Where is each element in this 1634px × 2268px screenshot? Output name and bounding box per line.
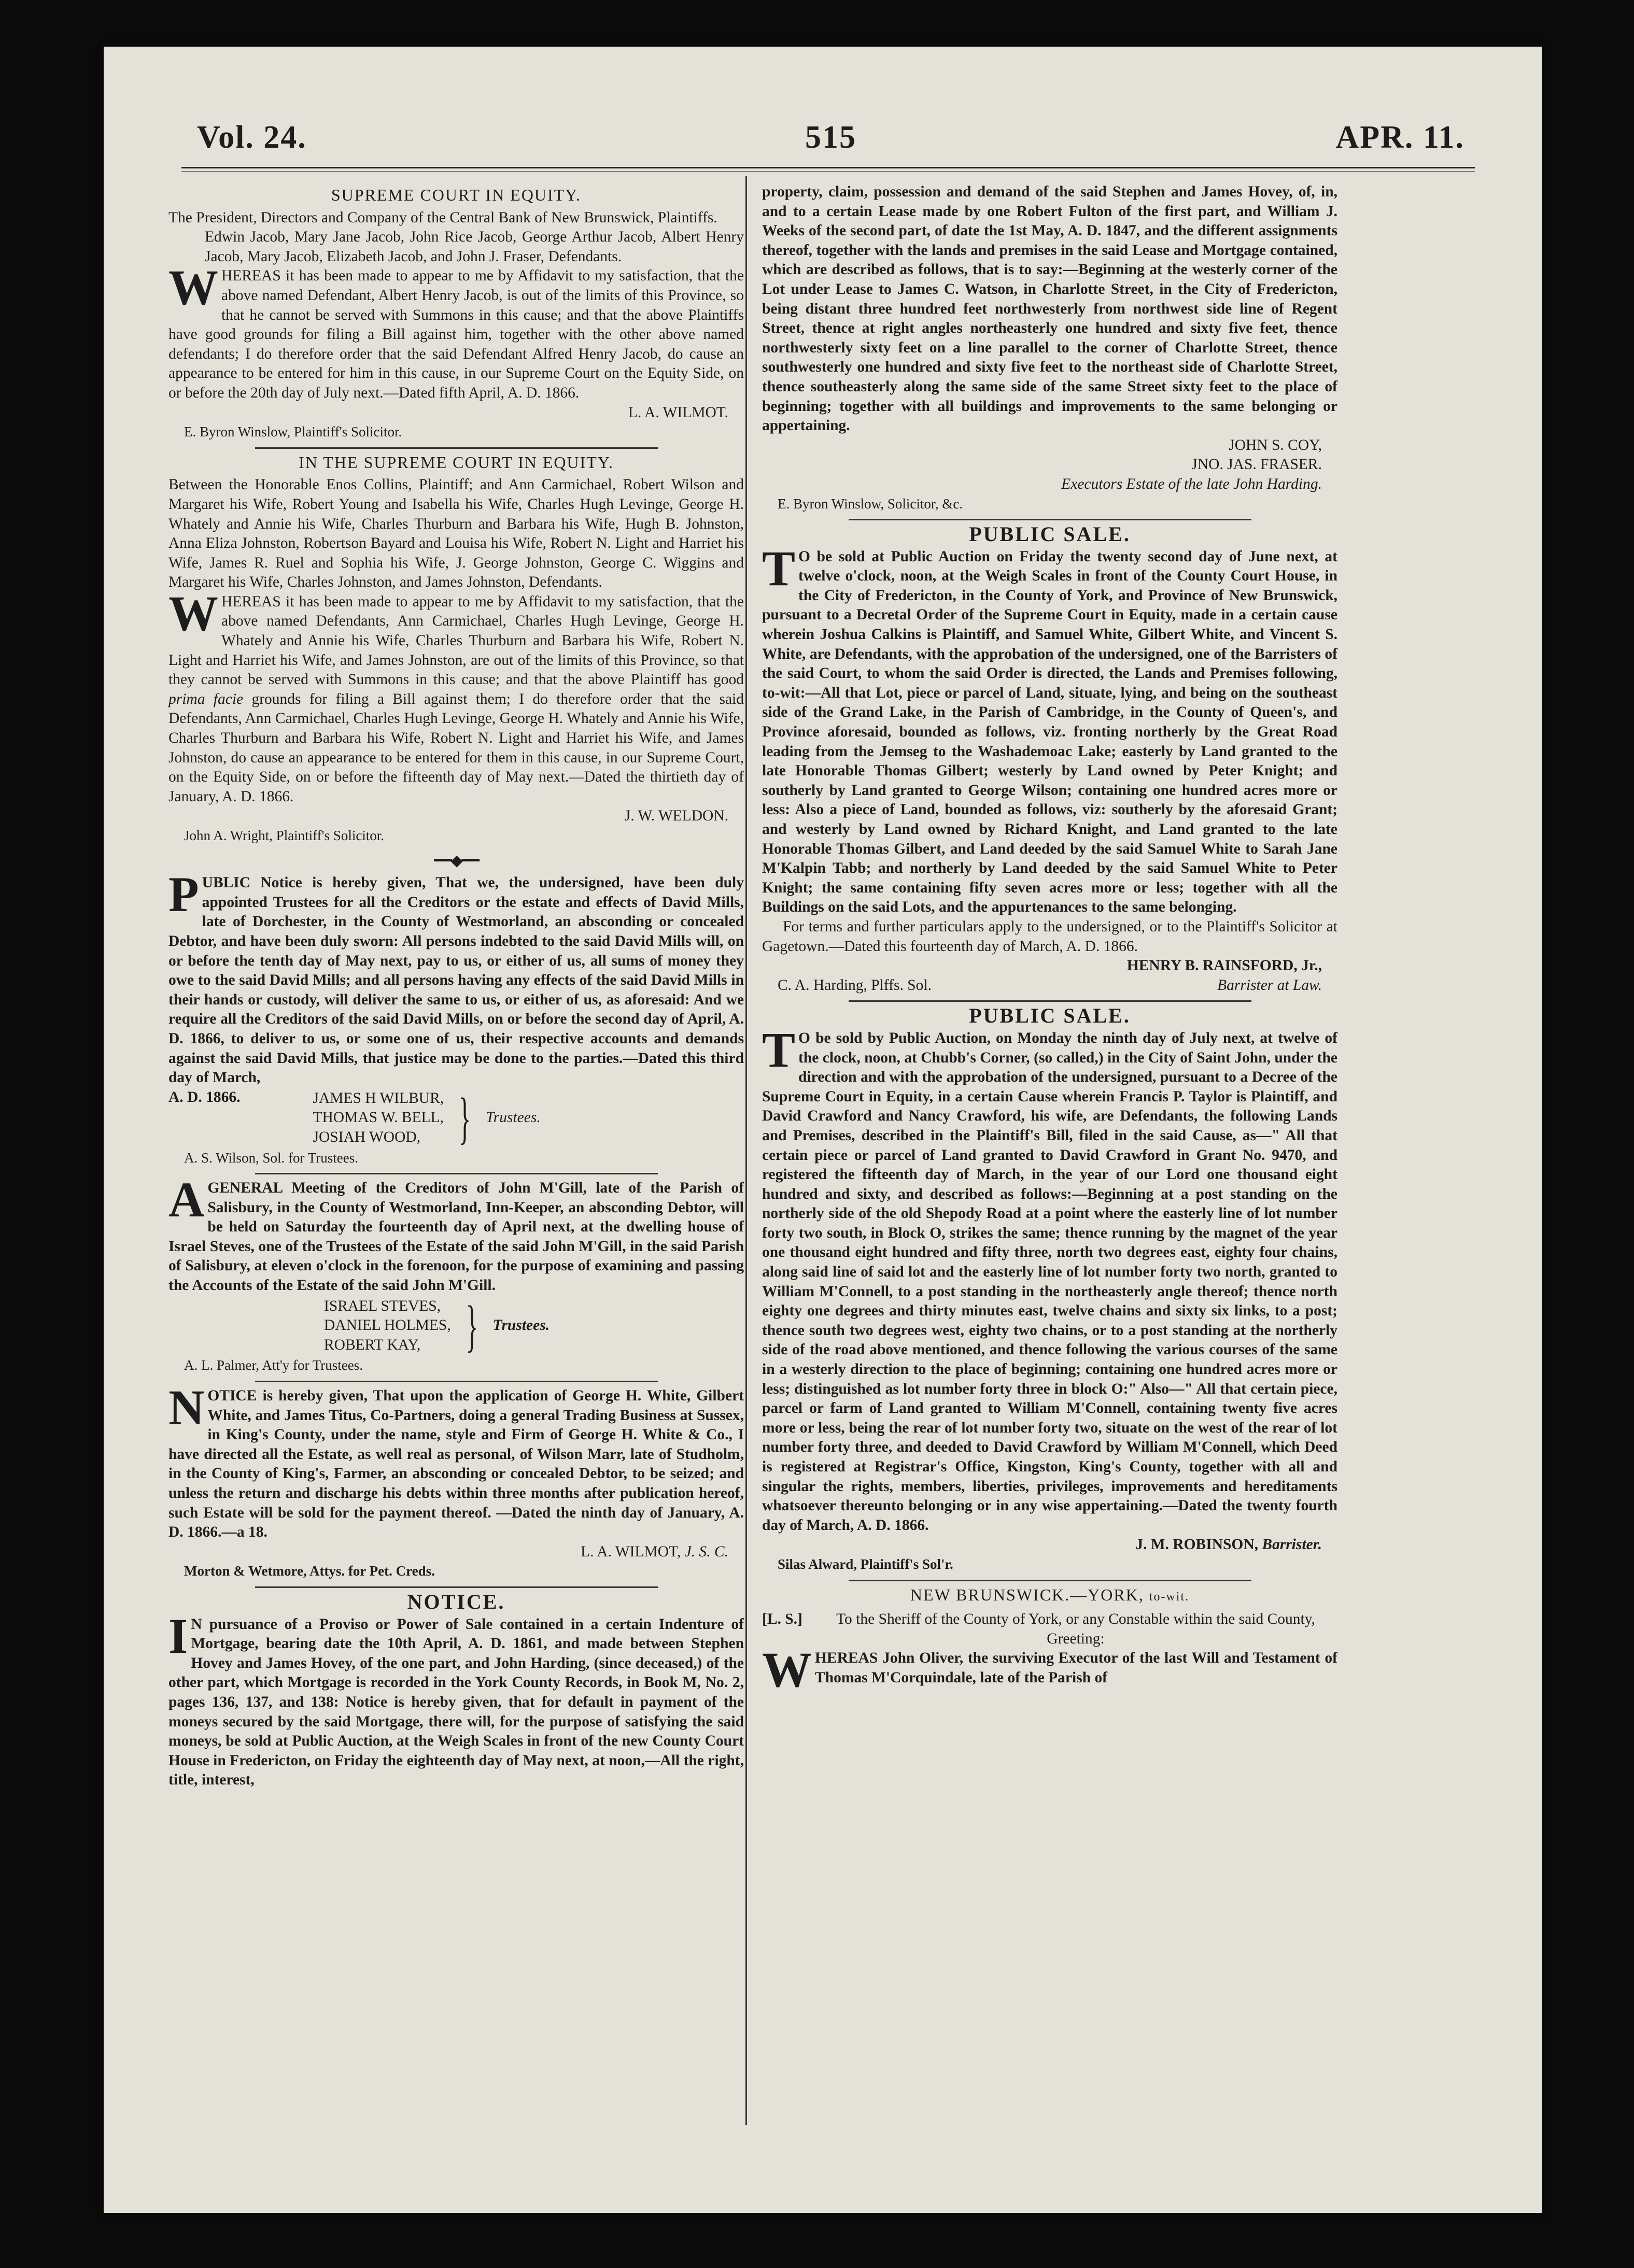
signer-title: Barrister at Law.	[1217, 976, 1322, 994]
notice-title: PUBLIC SALE.	[969, 522, 1131, 546]
trustees-label: Trustees.	[492, 1317, 550, 1334]
newspaper-page	[104, 47, 1542, 2213]
solicitor-row	[762, 976, 1337, 996]
trustee-name: JAMES H WILBUR,	[313, 1089, 444, 1107]
solicitor-line: Morton & Wetmore, Attys. for Pet. Creds.	[184, 1563, 435, 1579]
notice-title	[762, 1585, 1337, 1607]
notice-central-bank	[168, 186, 744, 442]
body-part-b: grounds for filing a Bill against them; I do therefore order that the said Defendants, Ann Carmichael, Charles Hugh Levinge, George H. Whately and Annie his Wife, Charles Thurburn and Barbara his Wife, Robert N. Light and Harriet his Wife, and James Johnston, do cause an appearance to be entered for them in this cause, in our Supreme Court, on the Equity Side, on or before the fifteenth day of May next.—Dated the thirtieth day of January, A. D. 1866.	[168, 690, 744, 805]
signer-title: Executors Estate of the late John Harding.	[1061, 475, 1322, 492]
signer-title: J. S. C.	[684, 1543, 728, 1560]
column-divider	[745, 176, 747, 2125]
notice-mortgage	[168, 1592, 744, 1790]
notice-body: WHEREAS it has been made to appear to me by Affidavit to my satisfaction, that the above named Defendant, Albert Henry Jacob, is out of the limits of this Province, so that he cannot be served with Summons in this cause; and that the above Plaintiffs have good grounds for filing a Bill against him, together with the other above named defendants; I do therefore order that the said Defendant Alfred Henry Jacob, do cause an appearance to be entered for him in this cause, in our Supreme Court on the Equity Side, on or before the 20th day of July next.—Dated fifth April, A. D. 1866.	[168, 260, 744, 401]
section-rule	[849, 519, 1251, 520]
issue-date: APR. 11.	[1335, 120, 1464, 155]
trustee-names	[313, 1089, 444, 1147]
trustee-name: DANIEL HOLMES,	[324, 1317, 451, 1334]
section-rule	[849, 1000, 1251, 1002]
section-rule	[255, 1173, 658, 1174]
notice-body: WHEREAS John Oliver, the surviving Executor of the last Will and Testament of Thomas M'Corquindale, late of the Parish of	[762, 1642, 1337, 1698]
writ-address	[762, 1610, 1337, 1649]
body-italic: prima facie	[168, 690, 244, 707]
notice-body: AGENERAL Meeting of the Creditors of John M'Gill, late of the Parish of Salisbury, in the County of Westmorland, Inn-Keeper, an absconding Debtor, will be held on Saturday the fourteenth day of April next, at the dwelling house of Israel Steves, one of the Trustees of the Estate of the said John M'Gill, in the said Parish of Salisbury, at eleven o'clock in the forenoon, for the purpose of examining and passing the Accounts of the Estate of the said John M'Gill.	[168, 1172, 744, 1294]
signature: L. A. WILMOT.	[628, 404, 728, 421]
notice-body	[168, 585, 744, 807]
trustee-name: THOMAS W. BELL,	[313, 1109, 444, 1126]
brace-icon: }	[466, 1294, 478, 1358]
notice-writ	[762, 1585, 1337, 1698]
notice-public-sale-2	[762, 1006, 1337, 1574]
page-header	[197, 119, 1464, 166]
writ-heading-small: to-wit.	[1149, 1590, 1190, 1604]
notice-title: IN THE SUPREME COURT IN EQUITY.	[299, 452, 614, 472]
notice-david-mills	[168, 867, 744, 1168]
notice-date: A. D. 1866.	[168, 1088, 241, 1105]
signature	[168, 1542, 744, 1562]
signer-name: L. A. WILMOT,	[581, 1543, 681, 1560]
notice-public-sale-1	[762, 522, 1337, 995]
signature: JNO. JAS. FRASER.	[1191, 456, 1322, 473]
signature	[762, 1535, 1337, 1555]
section-rule	[255, 1586, 658, 1588]
notice-john-mgill	[168, 1172, 744, 1376]
page-number: 515	[805, 120, 856, 155]
notice-body: PUBLIC Notice is hereby given, That we, the undersigned, have been duly appointed Trustees for all the Creditors or the estate and effects of David Mills, late of Dorchester, in the County of Westmorland, an absconding or concealed Debtor, and have been duly sworn: All persons indebted to the said David Mills will, on or before the tenth day of May next, pay to us, or either of us, all sums of money they owe to the said David Mills; and all persons having any effects of the said David Mills in their hands or custody, will deliver the same to us, or either of us, as aforesaid: And we require all the Creditors of the said David Mills, on or before the second day of April, A. D. 1866, to deliver to us, or some one of us, their respective accounts and demands against the said David Mills, that justice may be done to the parties.—Dated this third day of March,	[168, 867, 744, 1086]
body-part-a: WHEREAS it has been made to appear to me by Affidavit to my satisfaction, that the above named Defendants, Ann Carmichael, Charles Hugh Levinge, George H. Whately and Annie his Wife, Charles Thurburn and Barbara his Wife, Robert N. Light and Harriet his Wife, and James Johnston, are out of the limits of this Province, so that they cannot be served with Summons in this cause; and that the above Plaintiff has good	[168, 585, 744, 688]
solicitor-line: E. Byron Winslow, Solicitor, &c.	[778, 495, 963, 512]
solicitor-line: A. L. Palmer, Att'y for Trustees.	[184, 1357, 363, 1373]
case-caption: The President, Directors and Company of the Central Bank of New Brunswick, Plaintiffs.	[168, 209, 717, 226]
trustee-name: ISRAEL STEVES,	[324, 1297, 441, 1314]
section-rule	[849, 1580, 1251, 1581]
case-caption: Between the Honorable Enos Collins, Plaintiff; and Ann Carmichael, Robert Wilson and Margaret his Wife, Robert Young and Isabella his Wife, Charles Hugh Levinge, George H. Whately and Annie his Wife, Charles Thurburn and Barbara his Wife, Hugh B. Johnston, Anna Eliza Johnston, Robertson Bayard and Louisa his Wife, Robert N. Light and Harriet his Wife, James R. Ruel and Sophia his Wife, J. George Johnston, George C. Wiggins and Margaret his Wife, Charles Johnston, and James Johnston, Defendants.	[168, 476, 744, 591]
header-rule-thin	[181, 171, 1475, 172]
notice-enos-collins	[168, 453, 744, 846]
notice-body: TO be sold by Public Auction, on Monday the ninth day of July next, at twelve of the clock, noon, at Chubb's Corner, (so called,) in the City of Saint John, under the direction and with the approbation of the undersigned, pursuant to a Decree of the Supreme Court in Equity, in a certain Cause wherein Francis P. Taylor is Plaintiff, and David Crawford and Nancy Crawford, his wife, are Defendants, the following Lands and Premises, described in the Plaintiff's Bill, filed in the said Cause, as—" All that certain piece or parcel of Land granted to David Crawford in Grant No. 9470, and registered the fifteenth day of March, in the year of our Lord one thousand eight hundred and sixty, and described as follows:—Beginning at a post standing on the northerly side of the old Shepody Road at a point where the easterly line of lot number forty two south, in Block O, strikes the same; thence running by the magnet of the year one thousand eight hundred and fifty three, north two degrees east, eighty four chains, along said line of said lot and the easterly line of lot number forty two north, granted to William M'Connell, to a post standing in the northeasterly angle thereof; thence north eighty one degrees and thirty minutes east, twelve chains and sixty six links, to a post; thence south two degrees west, eighty two chains, or to a post standing at the northerly side of the road above mentioned, and thence following the various courses of the same in a westerly direction to the place of beginning; containing one hundred acres more or less; distinguished as lot number forty three in block O:" Also—" All that certain piece, parcel or farm of Land granted to William M'Connell, containing twenty five acres more or less, being the rear of lot number forty two, situate on the west of the rear of lot number forty three, and deeded to David Crawford by William M'Connell, which Deed is registered at Registrar's Office, Kingston, King's County, together with all and singular the rights, members, liberties, privileges, improvements and hereditaments whatsoever thereunto belonging or in any wise appertaining.—Dated the twenty fourth day of March, A. D. 1866.	[762, 1022, 1337, 1534]
trustee-names	[324, 1297, 451, 1355]
seal-label: [L. S.]	[762, 1611, 802, 1628]
solicitor-line: E. Byron Winslow, Plaintiff's Solicitor.	[184, 424, 402, 440]
solicitor-line: C. A. Harding, Plffs. Sol.	[778, 976, 932, 994]
address-line: To the Sheriff of the County of York, or any Constable within the said County, Greeting:	[836, 1611, 1315, 1647]
trustees-label: Trustees.	[485, 1109, 541, 1126]
notice-title: SUPREME COURT IN EQUITY.	[331, 186, 582, 204]
brace-icon: }	[458, 1086, 471, 1150]
right-column	[762, 182, 1337, 1698]
volume-number: Vol. 24.	[197, 120, 307, 155]
trustee-name: JOSIAH WOOD,	[313, 1128, 421, 1145]
section-rule	[255, 447, 658, 449]
solicitor-line: John A. Wright, Plaintiff's Solicitor.	[184, 828, 385, 843]
signer-name: J. M. ROBINSON,	[1135, 1536, 1259, 1553]
notice-wilson-marr	[168, 1380, 744, 1581]
writ-heading: NEW BRUNSWICK.—YORK,	[910, 1585, 1144, 1604]
notice-body: property, claim, possession and demand of the said Stephen and James Hovey, of, in, and to a certain Lease made by one Robert Fulton of the first part, and William J. Weeks of the second part, of date the 1st May, A. D. 1847, and the different assignments thereof, together with the lands and premises in the said Lease and Mortgage contained, which are described as follows, that is to say:—Beginning at the westerly corner of the Lot under Lease to James C. Watson, in Charlotte Street, in the City of Fredericton, being distant three hundred feet northwesterly from northwest side line of Regent Street, thence at right angles northeasterly one hundred and sixty five feet, thence northwesterly sixty feet on a line parallel to the corner of Charlotte Street, thence southwesterly one hundred and sixty five feet to the northeast side of Charlotte Street, thence southeasterly along the same side of the same Street sixty feet to the place of beginning; together with all buildings and improvements to the same belonging or appertaining.	[762, 183, 1337, 434]
case-parties: Edwin Jacob, Mary Jane Jacob, John Rice Jacob, George Arthur Jacob, Albert Henry Jacob, Mary Jacob, Elizabeth Jacob, and John J. Fraser, Defendants.	[205, 229, 744, 265]
notice-body-2: For terms and further particulars apply to the undersigned, or to the Plaintiff's Solicitor at Gagetown.—Dated this fourteenth day of March, A. D. 1866.	[762, 918, 1337, 955]
trustee-name: ROBERT KAY,	[324, 1336, 421, 1353]
signature: HENRY B. RAINSFORD, Jr.,	[1126, 957, 1322, 974]
notice-title: NOTICE.	[407, 1590, 505, 1613]
solicitor-line: Silas Alward, Plaintiff's Sol'r.	[778, 1556, 953, 1572]
notice-title: PUBLIC SALE.	[969, 1004, 1131, 1028]
trustee-list	[168, 1294, 744, 1358]
left-column	[168, 182, 744, 1795]
header-rule	[181, 167, 1475, 168]
section-rule	[255, 1381, 658, 1382]
notice-mortgage-cont	[762, 182, 1337, 514]
notice-body: IN pursuance of a Proviso or Power of Sale contained in a certain Indenture of Mortgage, bearing date the 10th April, A. D. 1861, and made between Stephen Hovey and James Hovey, of the one part, and John Harding, (since deceased,) of the other part, which Mortgage is recorded in the York County Records, in Book M, No. 2, pages 136, 137, and 138: Notice is hereby given, that for default in payment of the moneys secured by the said Mortgage, there will, for the purpose of satisfying the said moneys, be sold at Public Auction, at the Weigh Scales in front of the new County Court House in Fredericton, on Friday the eighteenth day of May next, at noon,—All the right, title, interest,	[168, 1608, 744, 1789]
trustee-block	[168, 1088, 744, 1149]
ornament-icon: ━━◆━━	[434, 852, 478, 869]
trustee-list	[240, 1086, 541, 1150]
solicitor-line: A. S. Wilson, Sol. for Trustees.	[184, 1150, 358, 1166]
signer-title: Barrister.	[1262, 1536, 1322, 1553]
signature: J. W. WELDON.	[624, 807, 728, 825]
notice-body: NOTICE is hereby given, That upon the application of George H. White, Gilbert White, and James Titus, Co-Partners, doing a general Trading Business at Sussex, in King's County, under the name, style and Firm of George H. White & Co., I have directed all the Estate, as well real as personal, of Wilson Marr, late of Studholm, in the County of King's, Farmer, an absconding or concealed Debtor, to be seized; and unless the return and discharge his debts within three months after publication hereof, such Estate will be sold for the payment thereof. —Dated the ninth day of January, A. D. 1866.—a 18.	[168, 1380, 744, 1541]
notice-body: TO be sold at Public Auction on Friday the twenty second day of June next, at twelve o'clock, noon, at the Weigh Scales in front of the County Court House, in the City of Fredericton, in the County of York, and Province of New Brunswick, pursuant to a Decretal Order of the Supreme Court in Equity, made in a certain cause wherein Joshua Calkins is Plaintiff, and Samuel White, Gilbert White, and Vincent S. White, are Defendants, with the approbation of the undersigned, one of the Barristers of the said Court, to whom the said Order is directed, the Lands and Premises following, to-wit:—All that Lot, piece or parcel of Land, situate, lying, and being on the southeast side of the Grand Lake, in the Parish of Cambridge, in the County of Queen's, and Province aforesaid, bounded as follows, viz. fronting northerly by the Great Road leading from the Jemseg to the Washademoac Lake; easterly by Land granted to the late Honorable Thomas Gilbert; westerly by Land owned by Peter Knight; and southerly by Land granted to George Wilson; containing one hundred acres more or less: Also a piece of Land, bounded as follows, viz: southerly by the aforesaid Grant; and westerly by Land owned by Richard Knight, and Land granted to the late Honorable Thomas Gilbert, and Land deeded by the said Samuel White to Sarah Jane M'Kalpin Tabb; and northerly by Land deeded by the said Samuel White to Peter Knight; the same containing fifty seven acres more or less; together with all the Buildings on the said Lots, and the appurtenances to the same belonging.	[762, 540, 1337, 916]
signature: JOHN S. COY,	[1229, 436, 1322, 453]
